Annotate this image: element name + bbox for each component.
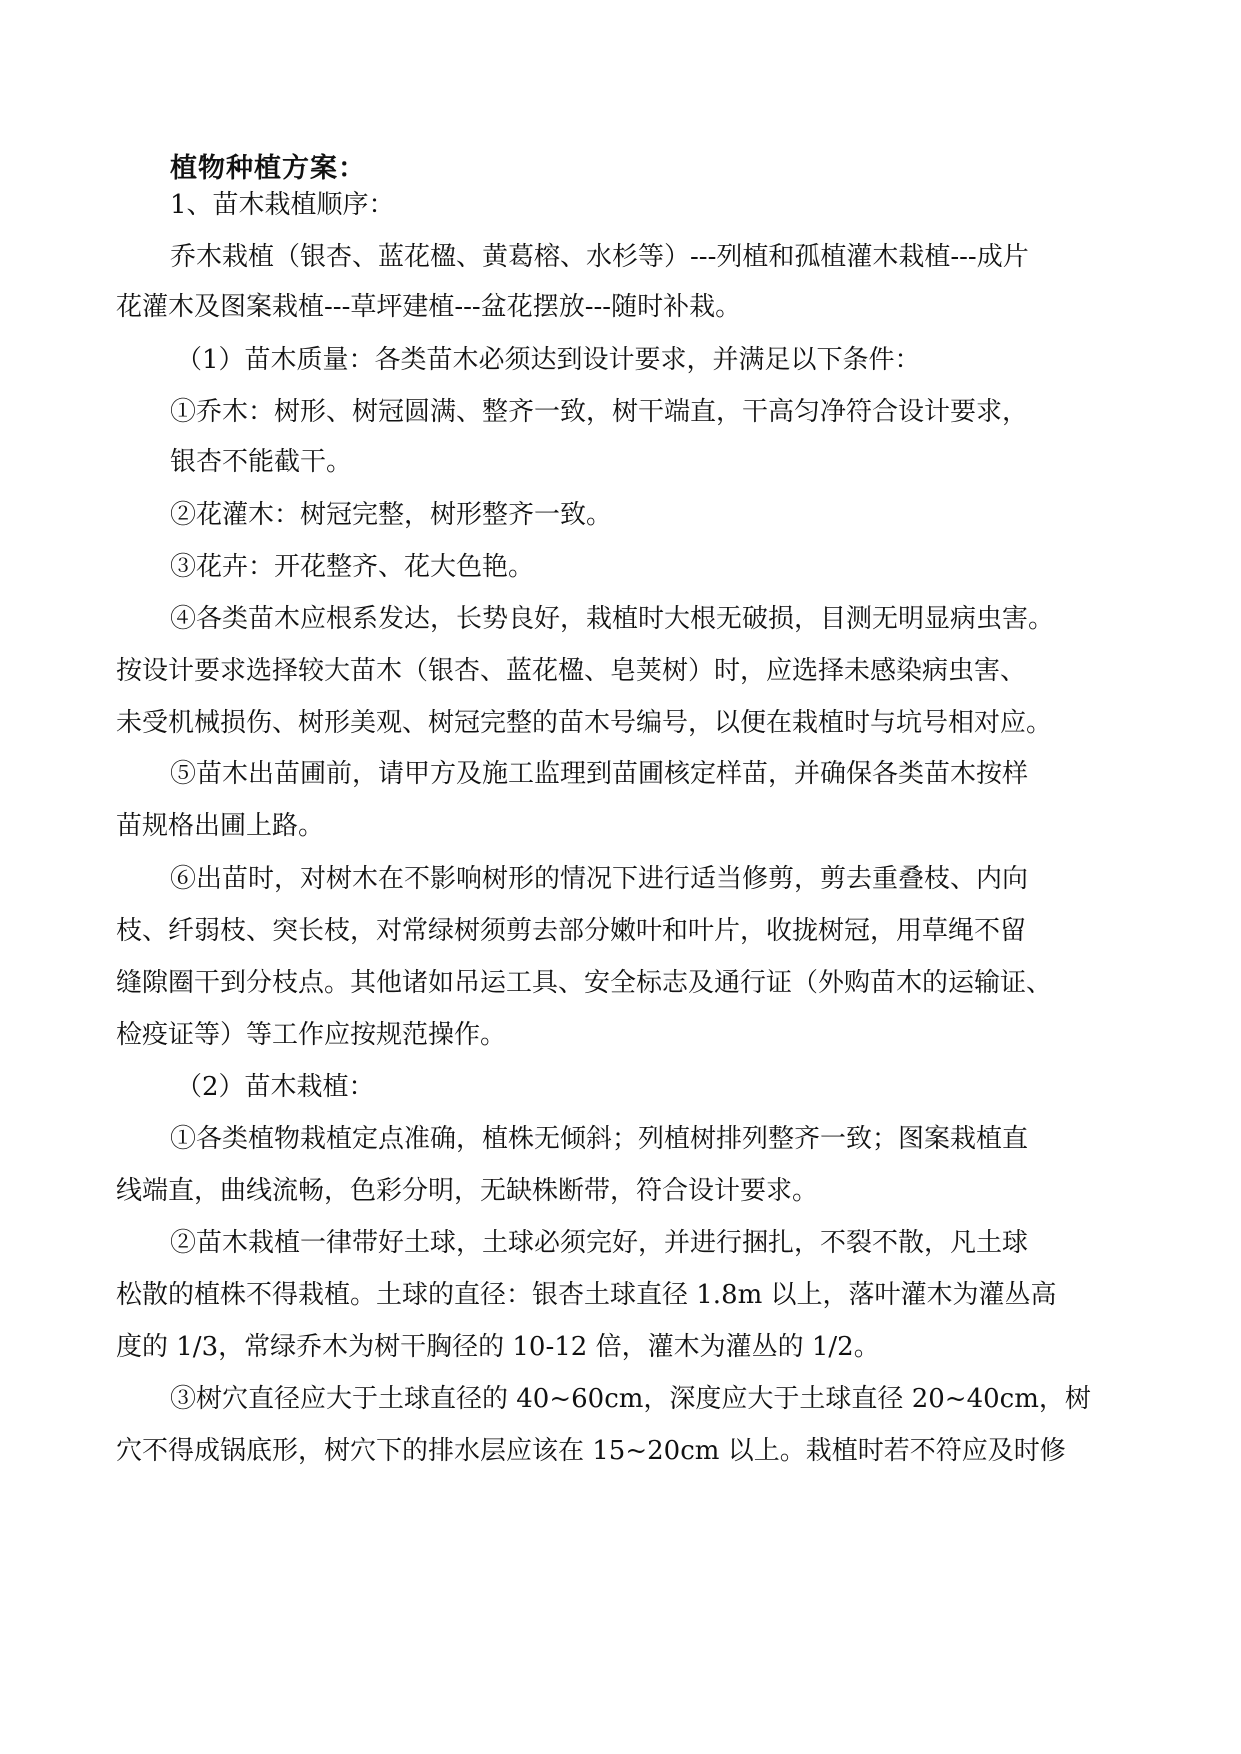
paragraph-line: 穴不得成锅底形，树穴下的排水层应该在 15~20cm 以上。栽植时若不符应及时修 [116,1436,1066,1466]
paragraph-line: 线端直，曲线流畅，色彩分明，无缺株断带，符合设计要求。 [116,1176,819,1206]
paragraph-line: ③树穴直径应大于土球直径的 40~60cm，深度应大于土球直径 20~40cm，树 [170,1384,1091,1414]
paragraph-line: ②苗木栽植一律带好土球，土球必须完好，并进行捆扎，不裂不散，凡土球 [170,1228,1029,1258]
paragraph-line: ⑥出苗时，对树木在不影响树形的情况下进行适当修剪，剪去重叠枝、内向 [170,864,1029,894]
paragraph-line: 未受机械损伤、树形美观、树冠完整的苗木号编号，以便在栽植时与坑号相对应。 [116,708,1053,738]
paragraph-line: 缝隙圈干到分枝点。其他诸如吊运工具、安全标志及通行证（外购苗木的运输证、 [116,968,1053,998]
paragraph-line: 苗规格出圃上路。 [116,811,325,841]
subsection-heading: （2）苗木栽植： [176,1072,375,1102]
paragraph-line: ①乔木：树形、树冠圆满、整齐一致，树干端直，干高匀净符合设计要求， [170,397,1029,427]
paragraph-line: 枝、纤弱枝、突长枝，对常绿树须剪去部分嫩叶和叶片，收拢树冠，用草绳不留 [116,916,1027,946]
paragraph-line: ④各类苗木应根系发达，长势良好，栽植时大根无破损，目测无明显病虫害。 [170,604,1055,634]
section-heading: 1、苗木栽植顺序： [170,190,395,220]
paragraph-line: ①各类植物栽植定点准确，植株无倾斜；列植树排列整齐一致；图案栽植直 [170,1124,1029,1154]
paragraph-line: 花灌木及图案栽植---草坪建植---盆花摆放---随时补栽。 [116,292,742,322]
paragraph-line: ③花卉：开花整齐、花大色艳。 [170,552,535,582]
paragraph-line: 检疫证等）等工作应按规范操作。 [116,1020,507,1050]
paragraph-line: ⑤苗木出苗圃前，请甲方及施工监理到苗圃核定样苗，并确保各类苗木按样 [170,759,1029,789]
paragraph-line: 银杏不能截干。 [170,447,353,477]
paragraph-line: 度的 1/3，常绿乔木为树干胸径的 10-12 倍，灌木为灌丛的 1/2。 [116,1332,880,1362]
paragraph-line: 乔木栽植（银杏、蓝花楹、黄葛榕、水杉等）---列植和孤植灌木栽植---成片 [170,242,1029,272]
document-title: 植物种植方案： [170,153,366,184]
paragraph-line: 松散的植株不得栽植。土球的直径：银杏土球直径 1.8m 以上，落叶灌木为灌丛高 [116,1280,1057,1310]
paragraph-line: ②花灌木：树冠完整，树形整齐一致。 [170,500,613,530]
paragraph-line: 按设计要求选择较大苗木（银杏、蓝花楹、皂荚树）时，应选择未感染病虫害、 [116,656,1027,686]
subsection-heading: （1）苗木质量：各类苗木必须达到设计要求，并满足以下条件： [176,345,921,375]
